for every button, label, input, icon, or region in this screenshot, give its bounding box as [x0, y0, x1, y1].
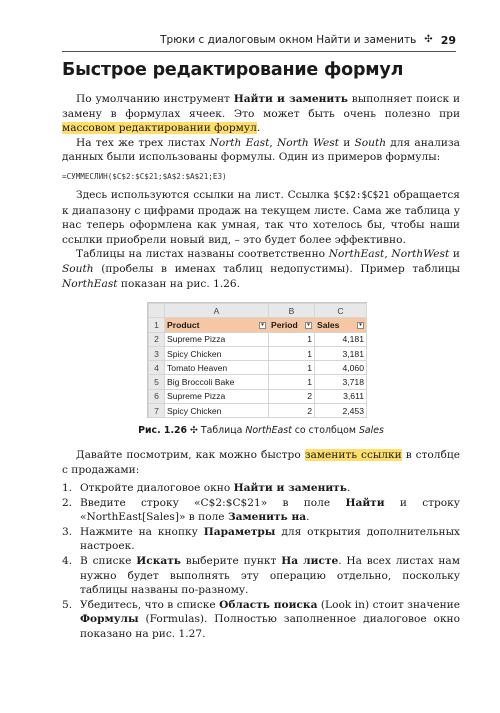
cell-period: 1: [269, 375, 315, 389]
steps-list: [62, 481, 460, 642]
filter-dropdown-icon: ▾: [305, 322, 312, 329]
table-row: [149, 389, 367, 403]
text: для открытия дополнительных настроек.: [80, 525, 460, 553]
text: Откройте диалоговое окно: [80, 482, 234, 494]
text: Введите строку «C$2:$C$21» в поле: [80, 496, 346, 509]
row-number: 4: [149, 361, 165, 375]
bold-term: Заменить на: [227, 511, 307, 524]
ornament-icon: ✣: [190, 425, 198, 436]
header-label: Product: [167, 319, 200, 330]
italic-term: NorthWest: [391, 248, 450, 261]
text: По умолчанию инструмент: [76, 93, 234, 105]
italic-term: NorthEast: [62, 277, 118, 290]
figure-caption: [62, 425, 460, 436]
cell-sales: 4,060: [315, 361, 367, 375]
column-header: C: [315, 304, 367, 318]
cell-period: 2: [269, 389, 315, 403]
cell-product: Supreme Pizza: [165, 332, 269, 346]
text: .: [346, 482, 351, 494]
filter-dropdown-icon: ▾: [259, 322, 266, 329]
list-item: [62, 554, 460, 598]
text: и: [449, 248, 460, 261]
list-item: [62, 525, 460, 554]
table-row: [149, 332, 367, 346]
cell-product: Spicy Chicken: [165, 346, 269, 360]
row-number: 5: [149, 375, 165, 389]
text: .: [306, 511, 310, 524]
step-number: 2.: [62, 496, 73, 509]
text: со столбцом: [291, 425, 359, 436]
text: (пробелы в именах таблиц недопустимы). Пример таблицы: [93, 262, 460, 275]
text: Давайте посмотрим, как можно быстро: [76, 449, 305, 461]
header-cell-period: [269, 318, 315, 332]
list-item: [62, 481, 460, 496]
italic-term: NorthEast: [328, 248, 385, 261]
header-cell-product: [165, 318, 269, 332]
corner-cell: [149, 304, 165, 318]
row-number: 1: [149, 318, 165, 332]
text: Нажмите на кнопку: [80, 525, 204, 538]
text: выполняет поиск и замену в формулах ячеек. Это может быть очень полезно при: [62, 93, 461, 120]
table-header-row: [149, 318, 367, 332]
cell-period: 1: [269, 332, 315, 346]
text: выберите пункт: [180, 554, 282, 567]
text: в столбце с продажами:: [62, 449, 461, 476]
section-title: Быстрое редактирование формул: [62, 60, 404, 80]
text: (Look in) стоит значение: [317, 598, 460, 611]
text: Убедитесь, что в списке: [80, 598, 220, 611]
text: В списке: [80, 554, 137, 567]
bold-term: Найти: [345, 496, 385, 509]
table-row: [149, 404, 367, 418]
header-label: Sales: [317, 319, 340, 330]
cell-sales: 4,181: [315, 332, 367, 346]
italic-term: South: [62, 262, 94, 275]
bold-term: Найти и заменить: [233, 482, 347, 494]
running-head: [62, 34, 456, 52]
list-item: [62, 598, 460, 642]
text: и: [338, 136, 355, 149]
text: ,: [384, 248, 392, 261]
row-number: 3: [149, 346, 165, 360]
column-header-row: [149, 304, 367, 318]
bold-term: На листе: [281, 554, 339, 567]
cell-period: 1: [269, 346, 315, 360]
table-row: [149, 375, 367, 389]
cell-period: 1: [269, 361, 315, 375]
cell-product: Spicy Chicken: [165, 404, 269, 418]
ornament-icon: ✣: [424, 34, 433, 45]
bold-term: Параметры: [203, 525, 276, 538]
highlighted-text: массовом редактировании формул: [62, 122, 257, 135]
page-number: 29: [440, 34, 456, 47]
row-number: 7: [149, 404, 165, 418]
text: ,: [269, 136, 277, 149]
paragraph-steps-intro: [62, 448, 460, 477]
cell-product: Tomato Heaven: [165, 361, 269, 375]
italic-term: North East: [209, 136, 270, 149]
formula-example: [62, 169, 460, 185]
text: . На всех листах нам нужно будет выполнять эту операцию отдельно, поскольку таблицы названы по-разному.: [80, 554, 460, 597]
column-header: A: [165, 304, 269, 318]
italic-term: South: [354, 136, 387, 149]
text: Здесь используются ссылки на лист. Ссылка: [76, 189, 334, 201]
text: обращается к диапазону с цифрами продаж на текущем листе. Сама же таблица у нас теперь оформлена как умная, так что хотелось бы, чтобы наши ссылки приобрели новый вид, – это будет более эффективно.: [62, 189, 460, 246]
text: (Formulas). Полностью заполненное диалоговое окно показано на рис. 1.27.: [80, 613, 460, 640]
cell-sales: 3,611: [315, 389, 367, 403]
italic-term: North West: [276, 136, 339, 149]
caption-label: Рис. 1.26: [138, 425, 188, 436]
italic-term: Sales: [358, 425, 384, 436]
table-row: [149, 361, 367, 375]
header-label: Period: [271, 319, 298, 330]
bold-term: Найти и заменить: [233, 93, 348, 105]
spreadsheet-figure: [147, 302, 367, 418]
bold-term: Искать: [136, 554, 181, 567]
cell-period: 2: [269, 404, 315, 418]
text: Таблицы на листах названы соответственно: [76, 248, 329, 261]
paragraph-intro: [62, 92, 460, 165]
text: и строку «NorthEast[Sales]» в поле: [80, 496, 461, 524]
formula-code: =СУММЕСЛИН($C$2:$C$21;$A$2:$A$21;E3): [62, 172, 227, 181]
list-item: [62, 496, 460, 525]
row-number: 2: [149, 332, 165, 346]
table-row: [149, 346, 367, 360]
code-reference: $C$2:$C$21: [333, 190, 390, 201]
cell-sales: 3,718: [315, 375, 367, 389]
filter-dropdown-icon: ▾: [357, 322, 364, 329]
cell-product: Big Broccoli Bake: [165, 375, 269, 389]
text: для анализа данных были использованы формулы. Один из примеров формулы:: [62, 136, 460, 164]
text: Таблица: [200, 425, 246, 436]
step-number: 3.: [62, 525, 73, 538]
italic-term: NorthEast: [245, 425, 292, 436]
step-number: 4.: [62, 554, 73, 567]
step-number: 1.: [62, 482, 73, 494]
row-number: 6: [149, 389, 165, 403]
step-number: 5.: [62, 598, 73, 611]
column-header: B: [269, 304, 315, 318]
cell-sales: 2,453: [315, 404, 367, 418]
highlighted-text: заменить ссылки: [304, 449, 402, 461]
text: На тех же трех листах: [76, 136, 210, 149]
bold-term: Область поиска: [219, 598, 318, 611]
bold-term: Формулы: [80, 613, 139, 626]
cell-product: Supreme Pizza: [165, 389, 269, 403]
header-cell-sales: [315, 318, 367, 332]
text: показан на рис. 1.26.: [117, 277, 241, 290]
cell-sales: 3,181: [315, 346, 367, 360]
text: .: [256, 122, 261, 135]
paragraph-references: [62, 188, 460, 291]
running-head-title: Трюки с диалоговым окном Найти и заменить: [160, 34, 417, 46]
